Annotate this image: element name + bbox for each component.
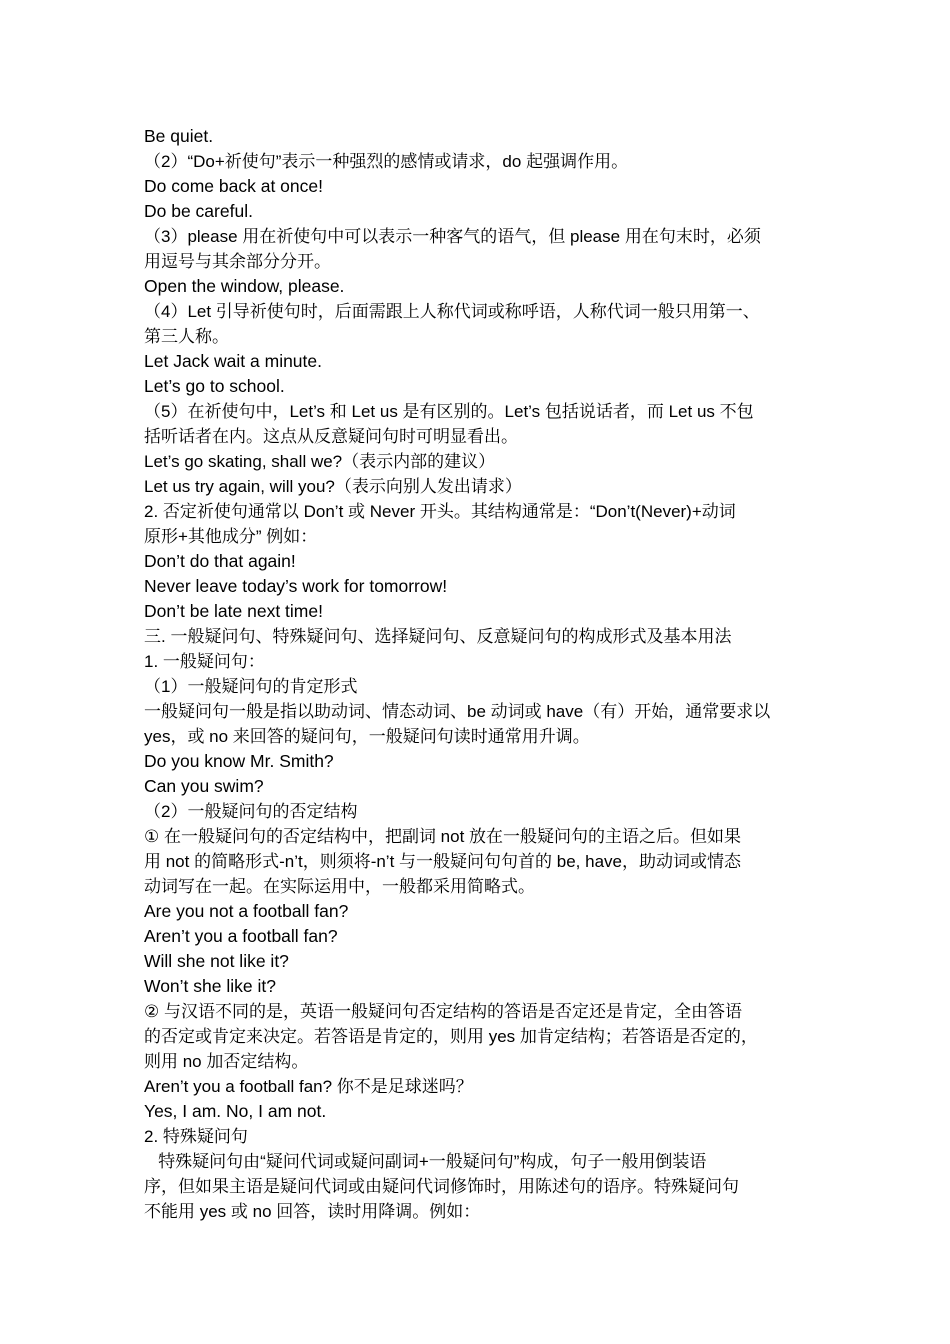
- subsection-heading: 2. 特殊疑问句: [144, 1127, 248, 1146]
- example-sentence: Do you know Mr. Smith?: [144, 751, 334, 771]
- rule-text: （5）在祈使句中，Let’s 和 Let us 是有区别的。Let’s 包括说话者，而 Let us 不包: [144, 402, 754, 421]
- rule-text: 特殊疑问句由“疑问代词或疑问副词+一般疑问句”构成，句子一般用倒装语: [144, 1152, 707, 1171]
- rule-text: ② 与汉语不同的是，英语一般疑问句否定结构的答语是否定还是肯定，全由答语: [144, 1002, 742, 1021]
- rule-text: （3）please 用在祈使句中可以表示一种客气的语气，但 please 用在句末时，必须: [144, 227, 761, 246]
- example-sentence: Never leave today’s work for tomorrow!: [144, 576, 448, 596]
- document-page: [144, 124, 808, 1224]
- example-sentence: Let us try again, will you?（表示向别人发出请求）: [144, 477, 522, 496]
- example-sentence: Do come back at once!: [144, 176, 323, 196]
- example-sentence: Let’s go to school.: [144, 376, 285, 396]
- rule-text: 不能用 yes 或 no 回答，读时用降调。例如：: [144, 1202, 481, 1221]
- rule-heading: （2）“Do+祈使句”表示一种强烈的感情或请求，do 起强调作用。: [144, 152, 629, 171]
- rule-text: 序，但如果主语是疑问代词或由疑问代词修饰时，用陈述句的语序。特殊疑问句: [144, 1177, 739, 1196]
- rule-heading: （2）一般疑问句的否定结构: [144, 802, 358, 821]
- rule-text: 用 not 的简略形式-n’t，则须将-n’t 与一般疑问句句首的 be, have，助动词或情态: [144, 852, 741, 871]
- rule-text: 一般疑问句一般是指以助动词、情态动词、be 动词或 have（有）开始，通常要求以: [144, 702, 771, 721]
- rule-text: ① 在一般疑问句的否定结构中，把副词 not 放在一般疑问句的主语之后。但如果: [144, 827, 742, 846]
- rule-text: 第三人称。: [144, 327, 229, 346]
- example-sentence: Be quiet.: [144, 126, 214, 146]
- example-sentence: Will she not like it?: [144, 951, 289, 971]
- example-sentence: Do be careful.: [144, 201, 253, 221]
- section-heading: 三. 一般疑问句、特殊疑问句、选择疑问句、反意疑问句的构成形式及基本用法: [144, 627, 732, 646]
- example-sentence: Won’t she like it?: [144, 976, 276, 996]
- subsection-heading: 1. 一般疑问句：: [144, 652, 265, 671]
- rule-text: yes，或 no 来回答的疑问句，一般疑问句读时通常用升调。: [144, 727, 590, 746]
- rule-text: 则用 no 加否定结构。: [144, 1052, 309, 1071]
- rule-text: 原形+其他成分” 例如：: [144, 527, 318, 546]
- example-sentence: Don’t do that again!: [144, 551, 296, 571]
- example-sentence: Aren’t you a football fan? 你不是足球迷吗？: [144, 1077, 473, 1096]
- example-sentence: Let’s go skating, shall we?（表示内部的建议）: [144, 452, 496, 471]
- example-sentence: Can you swim?: [144, 776, 264, 796]
- rule-text: 括听话者在内。这点从反意疑问句时可明显看出。: [144, 427, 518, 446]
- section-heading: 2. 否定祈使句通常以 Don’t 或 Never 开头。其结构通常是：“Don’t(Never)+动词: [144, 502, 736, 521]
- example-sentence: Yes, I am. No, I am not.: [144, 1101, 327, 1121]
- example-sentence: Aren’t you a football fan?: [144, 926, 338, 946]
- rule-text: 的否定或肯定来决定。若答语是肯定的，则用 yes 加肯定结构；若答语是否定的，: [144, 1027, 758, 1046]
- example-sentence: Open the window, please.: [144, 276, 345, 296]
- example-sentence: Let Jack wait a minute.: [144, 351, 322, 371]
- example-sentence: Are you not a football fan?: [144, 901, 349, 921]
- example-sentence: Don’t be late next time!: [144, 601, 323, 621]
- rule-heading: （1）一般疑问句的肯定形式: [144, 677, 358, 696]
- rule-text: 用逗号与其余部分分开。: [144, 252, 331, 271]
- rule-text: （4）Let 引导祈使句时，后面需跟上人称代词或称呼语，人称代词一般只用第一、: [144, 302, 760, 321]
- rule-text: 动词写在一起。在实际运用中，一般都采用简略式。: [144, 877, 535, 896]
